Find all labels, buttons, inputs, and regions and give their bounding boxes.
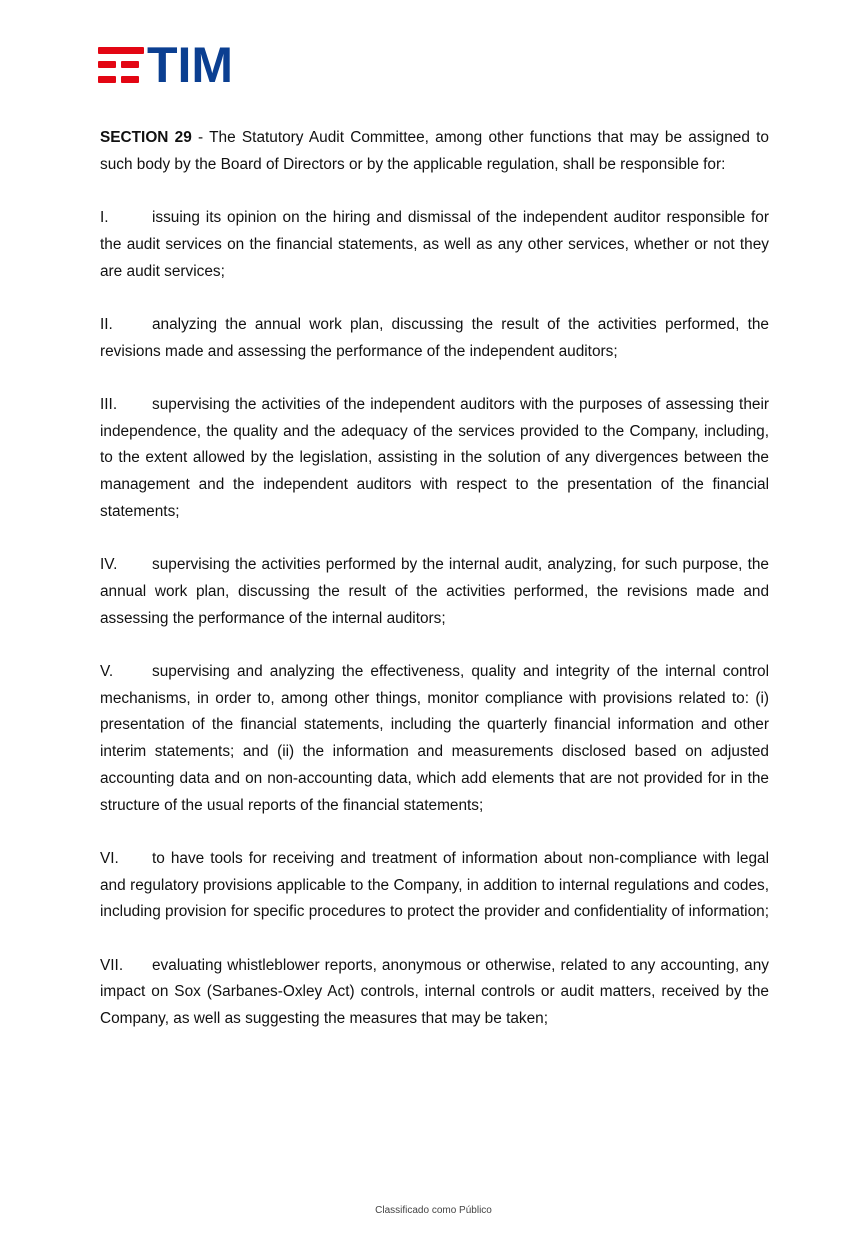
- item-numeral: VII.: [100, 956, 124, 974]
- item-numeral: II.: [100, 315, 113, 333]
- item-text: supervising the activities performed by the internal audit, analyzing, for such purpose, the annual work plan, discussing the result of the activities performed, the revisions made and assessing the performance of the internal auditors;: [100, 556, 769, 627]
- item-text: analyzing the annual work plan, discussing the result of the activities performed, the revisions made and assessing the performance of the independent auditors;: [100, 315, 769, 360]
- section-intro: [100, 125, 769, 178]
- list-item: [100, 659, 769, 819]
- logo-bar-top: [98, 47, 144, 54]
- item-text: supervising the activities of the independent auditors with the purposes of assessing their independence, the quality and the adequacy of the services provided to the Company, including, to the extent allowed by the legislation, assisting in the solution of any divergences between the management and the independent auditors with respect to the presentation of the financial statements;: [100, 395, 769, 520]
- logo-bar-mid-left: [98, 61, 116, 68]
- list-item: [100, 205, 769, 285]
- item-numeral: III.: [100, 395, 118, 413]
- document-body: [100, 125, 769, 1059]
- list-item: [100, 312, 769, 365]
- section-intro-text: - The Statutory Audit Committee, among other functions that may be assigned to such body by the Board of Directors or by the applicable regulation, shall be responsible for:: [100, 129, 769, 173]
- section-heading: SECTION 29: [100, 129, 192, 146]
- item-text: issuing its opinion on the hiring and dismissal of the independent auditor responsible for the audit services on the financial statements, as well as any other services, whether or not they are audit services;: [100, 209, 769, 280]
- footer-classification: Classificado como Público: [375, 1205, 492, 1216]
- logo-bar-mid-right: [121, 61, 139, 68]
- list-item: [100, 953, 769, 1033]
- list-item: [100, 552, 769, 632]
- list-item: [100, 846, 769, 926]
- logo-bar-bottom-left: [98, 76, 116, 83]
- item-numeral: V.: [100, 662, 114, 680]
- logo-bar-bottom-right: [121, 76, 139, 83]
- item-numeral: I.: [100, 209, 109, 227]
- list-item: [100, 392, 769, 526]
- tim-logo: [98, 37, 248, 93]
- item-numeral: VI.: [100, 849, 119, 867]
- item-text: supervising and analyzing the effectiveness, quality and integrity of the internal control mechanisms, in order to, among other things, monitor compliance with provisions related to: (i) presentation of the financial statements, including the quarterly financial information and other interim statements; and (ii) the information and measurements disclosed based on adjusted accounting data and on non-accounting data, which add elements that are not provided for in the structure of the usual reports of the financial statements;: [100, 662, 769, 814]
- item-text: evaluating whistleblower reports, anonymous or otherwise, related to any accounting, any impact on Sox (Sarbanes-Oxley Act) controls, internal controls or audit matters, received by the Company, as well as suggesting the measures that may be taken;: [100, 956, 769, 1028]
- item-text: to have tools for receiving and treatment of information about non-compliance with legal and regulatory provisions applicable to the Company, in addition to internal regulations and codes, including provision for specific procedures to protect the provider and confidentiality of information;: [100, 849, 769, 921]
- tim-logo-wordmark: TIM: [147, 37, 234, 93]
- tim-logo-mark-icon: [98, 46, 144, 86]
- item-numeral: IV.: [100, 556, 118, 574]
